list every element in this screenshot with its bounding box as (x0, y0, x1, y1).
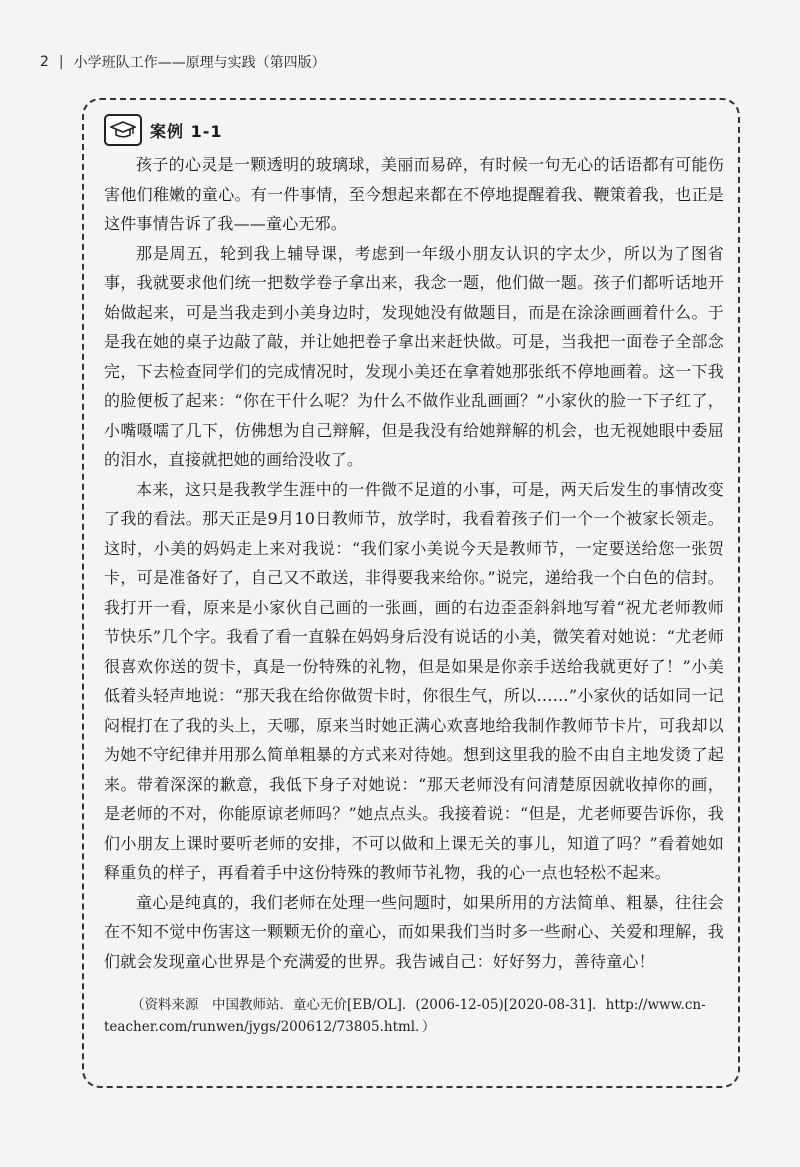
page-number: 2 (40, 54, 49, 70)
source-citation: （资料来源 中国教师站．童心无价[EB/OL]．(2006-12-05)[2020-08-31]．http://www.cn-teacher.com/runwen/jygs/200612/73805.html．） (104, 997, 706, 1035)
header-separator: | (58, 54, 64, 70)
case-paragraph: 本来，这只是我教学生涯中的一件微不足道的小事，可是，两天后发生的事情改变了我的看法。那天正是9月10日教师节，放学时，我看着孩子们一个一个被家长领走。这时，小美的妈妈走上来对我说：“我们家小美说今天是教师节，一定要送给您一张贺卡，可是准备好了，自己又不敢送，非得要我来给你。”说完，递给我一个白色的信封。我打开一看，原来是小家伙自己画的一张画，画的右边歪歪斜斜地写着“祝尤老师教师节快乐”几个字。我看了看一直躲在妈妈身后没有说话的小美，微笑着对她说：“尤老师很喜欢你送的贺卡，真是一份特殊的礼物，但是如果是你亲手送给我就更好了！”小美低着头轻声地说：“那天我在给你做贺卡时，你很生气，所以……”小家伙的话如同一记闷棍打在了我的头上，天哪，原来当时她正满心欢喜地给我制作教师节卡片，可我却以为她不守纪律并用那么简单粗暴的方式来对待她。想到这里我的脸不由自主地发烫了起来。带着深深的歉意，我低下身子对她说：“那天老师没有问清楚原因就收掉你的画，是老师的不对，你能原谅老师吗？”她点点头。我接着说：“但是，尤老师要告诉你，我们小朋友上课时要听老师的安排，不可以做和上课无关的事儿，知道了吗？”看着她如释重负的样子，再看着手中这份特殊的教师节礼物，我的心一点也轻松不起来。 (104, 479, 724, 882)
case-paragraph: 那是周五，轮到我上辅导课，考虑到一年级小朋友认识的字太少，所以为了图省事，我就要求他们统一把数学卷子拿出来，我念一题，他们做一题。孩子们都听话地开始做起来，可是当我走到小美身边时，发现她没有做题目，而是在涂涂画画着什么。于是我在她的桌子边敲了敲，并让她把卷子拿出来赶快做。可是，当我把一面卷子全部念完，下去检查同学们的完成情况时，发现小美还在拿着她那张纸不停地画着。这一下我的脸便板了起来：“你在干什么呢？为什么不做作业乱画画？”小家伙的脸一下子红了，小嘴嗫嚅了几下，仿佛想为自己辩解，但是我没有给她辩解的机会，也无视她眼中委屈的泪水，直接就把她的画给没收了。 (104, 243, 724, 469)
page-header (40, 52, 326, 72)
graduation-cap-icon (104, 114, 142, 146)
case-label: 案例 1-1 (150, 121, 223, 141)
case-content (104, 150, 724, 1052)
case-title (104, 114, 222, 146)
case-paragraph: 孩子的心灵是一颗透明的玻璃球，美丽而易碎，有时候一句无心的话语都有可能伤害他们稚嫩的童心。有一件事情，至今想起来都在不停地提醒着我、鞭策着我，也正是这件事情告诉了我——童心无邪。 (104, 155, 724, 233)
case-paragraph: 童心是纯真的，我们老师在处理一些问题时，如果所用的方法简单、粗暴，往往会在不知不觉中伤害这一颗颗无价的童心，而如果我们当时多一些耐心、关爱和理解，我们就会发现童心世界是个充满爱的世界。我告诫自己：好好努力，善待童心！ (104, 892, 724, 971)
book-title: 小学班队工作——原理与实践（第四版） (73, 55, 326, 71)
